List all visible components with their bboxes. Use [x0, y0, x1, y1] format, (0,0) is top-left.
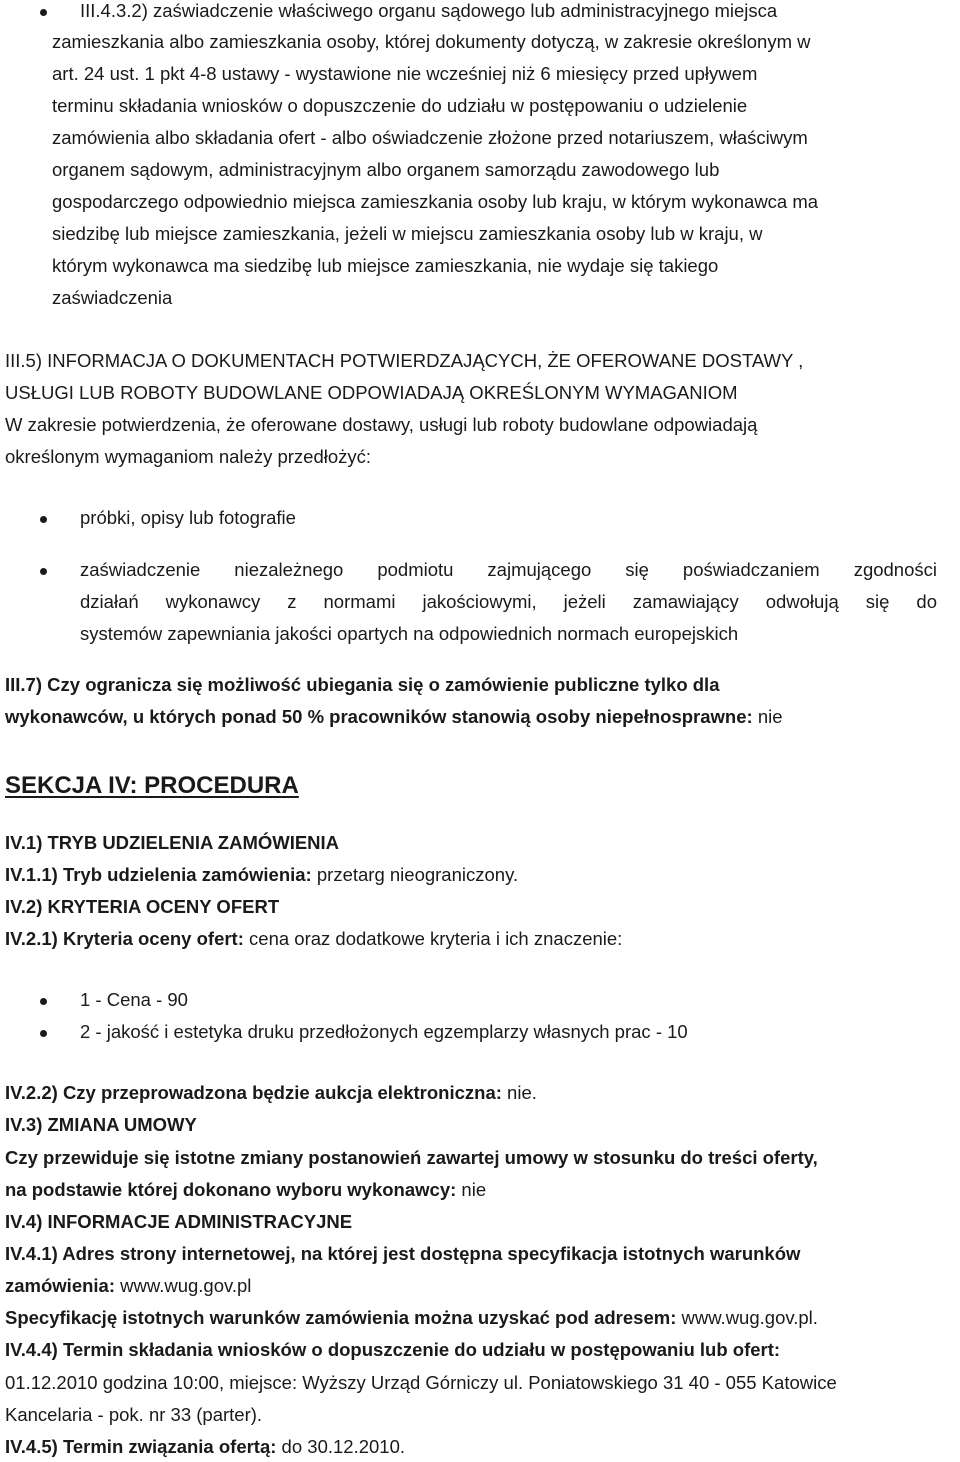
question-text: na podstawie której dokonano wyboru wykonawcy:	[5, 1179, 457, 1200]
question-answer-line	[5, 1179, 486, 1201]
paragraph-line: III.4.3.2) zaświadczenie właściwego organu sądowego lub administracyjnego miejsca	[80, 0, 778, 21]
list-item: działań wykonawcy z normami jakościowymi, jeżeli zamawiający odwołują się do	[80, 591, 937, 612]
paragraph-line: terminu składania wniosków o dopuszczenie do udziału w postępowaniu o udzielenie	[52, 95, 748, 116]
paragraph-line: zamówienia albo składania ofert - albo oświadczenie złożone przed notariuszem, właściwym	[52, 127, 808, 148]
answer-value: nie	[752, 706, 783, 727]
section-heading: III.5) INFORMACJA O DOKUMENTACH POTWIERDZAJĄCYCH, ŻE OFEROWANE DOSTAWY ,	[5, 350, 804, 371]
field-value: nie.	[501, 1082, 537, 1103]
field-value: przetarg nieograniczony.	[311, 864, 519, 885]
list-item: zaświadczenie niezależnego podmiotu zajmującego się poświadczaniem zgodności	[80, 559, 937, 580]
subsection-heading: IV.4) INFORMACJE ADMINISTRACYJNE	[5, 1211, 353, 1232]
field-value: 01.12.2010 godzina 10:00, miejsce: Wyższy Urząd Górniczy ul. Poniatowskiego 31 40 - 055 Katowice	[5, 1372, 837, 1393]
bullet-marker	[40, 516, 47, 523]
field-line	[5, 1436, 405, 1458]
section-heading: USŁUGI LUB ROBOTY BUDOWLANE ODPOWIADAJĄ OKREŚLONYM WYMAGANIOM	[5, 382, 738, 403]
question-answer-line	[5, 706, 783, 728]
question-text: III.7) Czy ogranicza się możliwość ubiegania się o zamówienie publiczne tylko dla	[5, 674, 720, 695]
field-label: zamówienia:	[5, 1275, 115, 1296]
list-item: systemów zapewniania jakości opartych na odpowiednich normach europejskich	[80, 623, 739, 644]
field-line	[5, 864, 518, 886]
field-label: IV.1.1) Tryb udzielenia zamówienia:	[5, 864, 312, 885]
section-title: SEKCJA IV: PROCEDURA	[5, 772, 299, 799]
bullet-marker	[40, 9, 47, 16]
question-text: wykonawców, u których ponad 50 % pracowników stanowią osoby niepełnosprawne:	[5, 706, 753, 727]
paragraph-line: siedzibę lub miejsce zamieszkania, jeżeli w miejscu zamieszkania osoby lub w kraju, w	[52, 223, 763, 244]
subsection-heading: IV.2) KRYTERIA OCENY OFERT	[5, 896, 280, 917]
subsection-heading: IV.1) TRYB UDZIELENIA ZAMÓWIENIA	[5, 832, 340, 853]
bullet-marker	[40, 1030, 47, 1037]
bullet-marker	[40, 998, 47, 1005]
paragraph-line: art. 24 ust. 1 pkt 4-8 ustawy - wystawione nie wcześniej niż 6 miesięcy przed upływem	[52, 63, 758, 84]
paragraph-line: zaświadczenia	[52, 287, 173, 308]
paragraph-line: określonym wymaganiom należy przedłożyć:	[5, 446, 372, 467]
field-line	[5, 928, 622, 950]
field-label: IV.4.1) Adres strony internetowej, na której jest dostępna specyfikacja istotnych warunków	[5, 1243, 801, 1264]
paragraph-line: zamieszkania albo zamieszkania osoby, której dokumenty dotyczą, w zakresie określonym w	[52, 31, 811, 52]
website-link[interactable]: www.wug.gov.pl	[115, 1275, 252, 1296]
paragraph-line: organem sądowym, administracyjnym albo organem samorządu zawodowego lub	[52, 159, 720, 180]
criteria-item: 2 - jakość i estetyka druku przedłożonych egzemplarzy własnych prac - 10	[80, 1021, 688, 1042]
field-line	[5, 1275, 251, 1297]
paragraph-line: gospodarczego odpowiednio miejsca zamieszkania osoby lub kraju, w którym wykonawca ma	[52, 191, 819, 212]
list-item: próbki, opisy lub fotografie	[80, 507, 296, 528]
criteria-item: 1 - Cena - 90	[80, 989, 188, 1010]
field-line	[5, 1307, 818, 1329]
field-label: IV.2.2) Czy przeprowadzona będzie aukcja elektroniczna:	[5, 1082, 502, 1103]
field-value: do 30.12.2010.	[276, 1436, 406, 1457]
answer-value: nie	[456, 1179, 487, 1200]
field-label: IV.4.5) Termin związania ofertą:	[5, 1436, 277, 1457]
field-label: Specyfikację istotnych warunków zamówienia można uzyskać pod adresem:	[5, 1307, 677, 1328]
question-text: Czy przewiduje się istotne zmiany postanowień zawartej umowy w stosunku do treści oferty,	[5, 1147, 818, 1168]
field-label: IV.4.4) Termin składania wniosków o dopuszczenie do udziału w postępowaniu lub ofert:	[5, 1339, 781, 1360]
field-value: Kancelaria - pok. nr 33 (parter).	[5, 1404, 263, 1425]
website-link[interactable]: www.wug.gov.pl.	[676, 1307, 818, 1328]
paragraph-line: którym wykonawca ma siedzibę lub miejsce zamieszkania, nie wydaje się takiego	[52, 255, 719, 276]
subsection-heading: IV.3) ZMIANA UMOWY	[5, 1114, 197, 1135]
paragraph-line: W zakresie potwierdzenia, że oferowane dostawy, usługi lub roboty budowlane odpowiadają	[5, 414, 758, 435]
field-line	[5, 1082, 537, 1104]
field-label: IV.2.1) Kryteria oceny ofert:	[5, 928, 244, 949]
bullet-marker	[40, 568, 47, 575]
field-value: cena oraz dodatkowe kryteria i ich znaczenie:	[243, 928, 623, 949]
